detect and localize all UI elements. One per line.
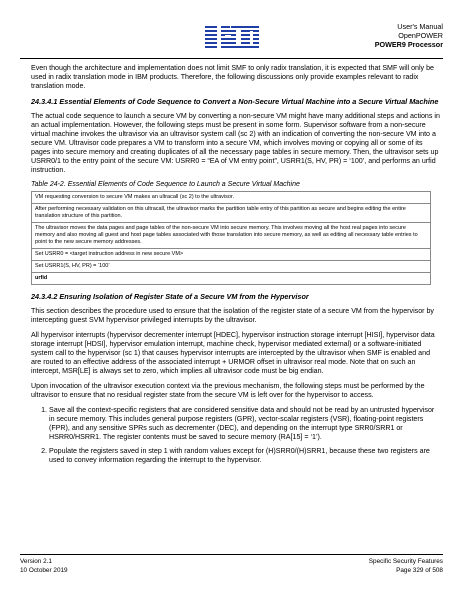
header-doc-type: User's Manual [397, 22, 443, 31]
table-row: urfid [32, 273, 431, 285]
section2-paragraph-3: Upon invocation of the ultravisor execution context via the previous mechanism, the following steps must be performed by the ultravisor to ensure that no residual register state from the secure VM is left over for the hypervisor to access. [31, 382, 425, 399]
table-row: The ultravisor moves the data pages and page tables of the non-secure VM into secure memory. This involves moving all the host real pages into secure memory and also moving all guest and host page tables associated with those translation into secure memory, as well as editing all necessary table entries to point to the new secure memory addresses. [32, 223, 431, 249]
steps-list [31, 406, 441, 465]
page-body [31, 64, 441, 470]
running-header [375, 22, 443, 49]
intro-paragraph: Even though the architecture and implementation does not limit SMF to only radix translation, it is expected that SMF will only be used in radix translation mode in IBM products. Therefore, the following discussions only provide examples relevant to radix translation mode. [31, 64, 434, 90]
section-heading-24-3-4-1: 24.3.4.1 Essential Elements of Code Sequence to Convert a Non-Secure Virtual Machine into a Secure Virtual Machine [31, 97, 439, 106]
ibm-logo [205, 22, 259, 52]
footer-version: Version 2.1 [20, 558, 52, 565]
table-row: After performing necessary validation on this ultracall, the ultravisor marks the partition table entry of this partition as secure and begins editing the entire translation structure of this partition. [32, 204, 431, 223]
table-row: Set USRR0 = <target instruction address in new secure VM> [32, 249, 431, 261]
footer-left [20, 558, 68, 575]
footer-rule [20, 554, 443, 555]
footer-section-title: Specific Security Features [368, 558, 443, 565]
table-caption: Table 24-2. Essential Elements of Code Sequence to Launch a Secure Virtual Machine [31, 181, 300, 188]
table-row: Set USRR1(S, HV, PR) = ‘100’ [32, 261, 431, 273]
header-processor: POWER9 Processor [374, 40, 443, 49]
section1-paragraph: The actual code sequence to launch a secure VM by converting a non-secure VM might have many additional steps and actions in an actual implementation. However, the following steps must be present in some form. Supervisor software from a non-secure virtual machine invokes the ultravisor via an ultravisor system call (sc 2) with an indication of converting the non-secure VM into a secure VM. Ultravisor code prepares a VM to transform into a secure VM, which involves moving or copying all or some of its pages into secure memory and creating duplicates of all the necessary page tables in secure memory. Then, the ultravisor sets up USRR0/1 to the entry point of the secure VM: USRR0 = “EA of VM entry point”, USRR1(S, HV, PR) = ‘100’, and performs an urfid instruction. [31, 112, 440, 174]
section-heading-24-3-4-2: 24.3.4.2 Ensuring Isolation of Register State of a Secure VM from the Hypervisor [31, 292, 309, 301]
section2-paragraph-2: All hypervisor interrupts (hypervisor decrementer interrupt [HDEC], hypervisor instruction storage interrupt [HISI], hypervisor data storage interrupt [HDSI], hypervisor emulation interrupt, machine check, hypervisor mediated external) or a software-initiated system call to the hypervisor (sc 1) that causes hypervisor interrupts are intercepted by the ultravisor when SMF is enabled and are routed to an effective address of the associated interrupt + URMOR offset in ultravisor real mode. Note that on such an intercept, MSR[LE] is always set to zero, which implies all ultravisor code must be big endian. [31, 331, 435, 375]
list-item: 2. Populate the registers saved in step 1 with random values except for (H)SRR0/(H)SRR1, because these two registers are used to convey information regarding the interrupt to the hypervisor. [49, 447, 441, 465]
header-product: OpenPOWER [398, 31, 443, 40]
header-rule [20, 58, 443, 59]
footer-date: 10 October 2019 [20, 566, 68, 574]
footer-right [369, 558, 443, 575]
table-row: VM requesting conversion to secure VM makes an ultracall (sc 2) to the ultravisor. [32, 192, 431, 204]
code-sequence-table [31, 191, 431, 285]
list-item: 1. Save all the context-specific registers that are considered sensitive data and should not be read by an untrusted hypervisor in secure memory. This includes general purpose registers (GPR), vector-scalar registers (VSR), floating-point registers (FPR), and any sensitive SPRs such as decrementer (DEC), and depending on the interrupt type SRR0/SRR1 or HSRR0/HSRR1. The register contents must be saved to secure memory (RA[15] = ‘1’). [49, 406, 441, 442]
footer-page-number: Page 329 of 508 [396, 566, 443, 574]
section2-paragraph-1: This section describes the procedure used to ensure that the isolation of the register state of a secure VM from the hypervisor by intercepting guest SVM hypervisor privileged interrupts by the ultravisor. [31, 307, 434, 324]
